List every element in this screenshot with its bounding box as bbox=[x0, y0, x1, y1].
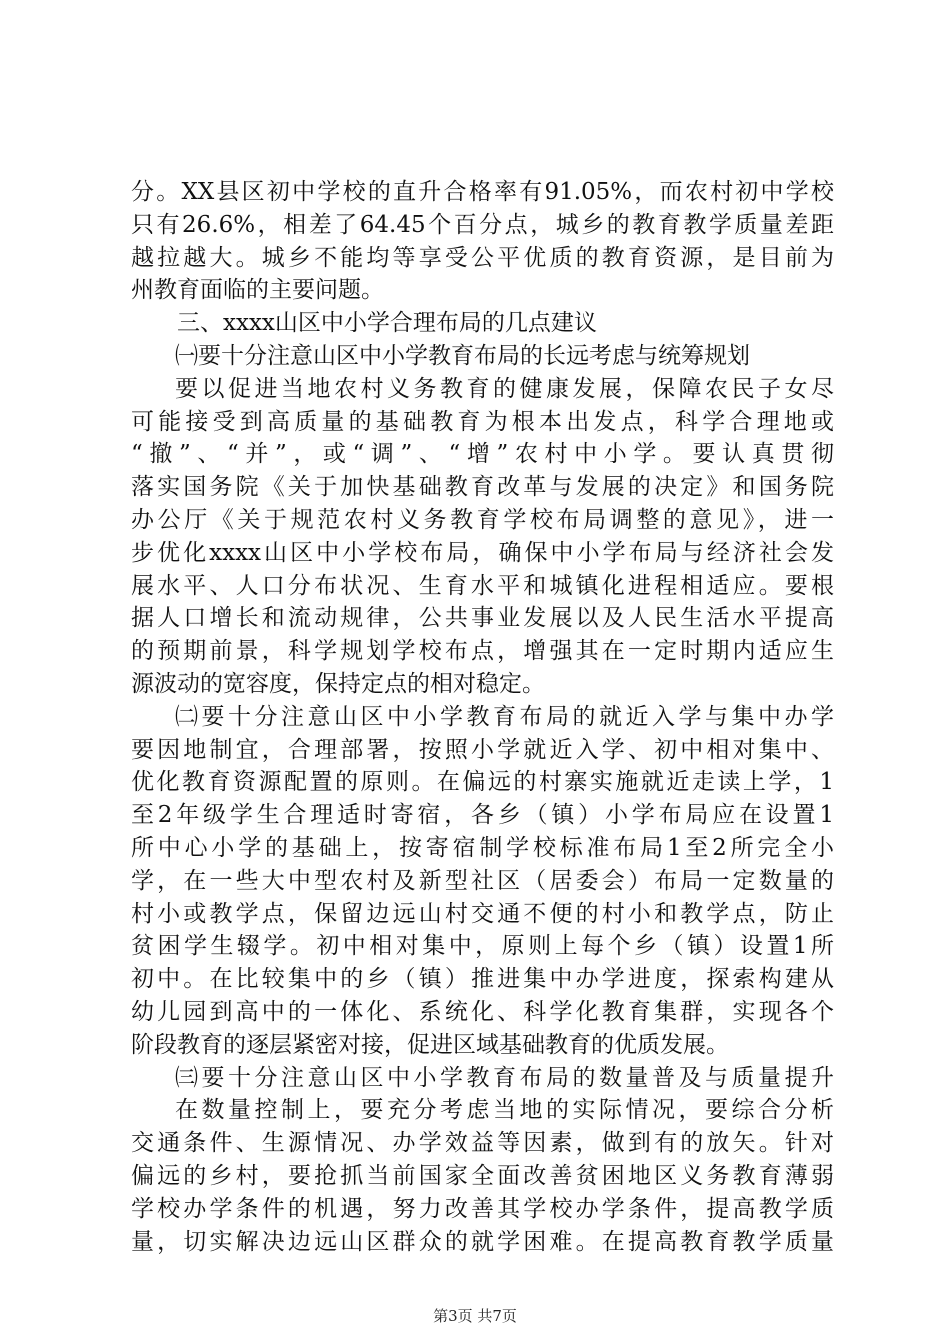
subsection-heading: ㈢要十分注意山区中小学教育布局的数量普及与质量提升 bbox=[175, 1064, 834, 1091]
text-line: 村小或教学点，保留边远山村交通不便的村小和教学点，防止 bbox=[131, 900, 834, 927]
text-line: 展水平、人口分布状况、生育水平和城镇化进程相适应。要根 bbox=[131, 572, 834, 599]
text-line: 偏远的乡村，要抢抓当前国家全面改善贫困地区义务教育薄弱 bbox=[131, 1162, 834, 1189]
text-line: 量，切实解决边远山区群众的就学困难。在提高教育教学质量 bbox=[131, 1228, 834, 1255]
text-line: 交通条件、生源情况、办学效益等因素，做到有的放矢。针对 bbox=[131, 1130, 834, 1157]
text-line: 阶段教育的逐层紧密对接，促进区域基础教育的优质发展。 bbox=[131, 1031, 729, 1058]
text-line: 所中心小学的基础上，按寄宿制学校标准布局1至2所完全小 bbox=[131, 834, 834, 861]
subsection-heading: ㈠要十分注意山区中小学教育布局的长远考虑与统筹规划 bbox=[175, 342, 750, 369]
text-line: 步优化xxxx山区中小学校布局，确保中小学布局与经济社会发 bbox=[131, 539, 834, 566]
text-line: 办公厅《关于规范农村义务教育学校布局调整的意见》，进一 bbox=[131, 506, 834, 533]
text-line: 在数量控制上，要充分考虑当地的实际情况，要综合分析 bbox=[175, 1097, 834, 1124]
text-line: 的预期前景，科学规划学校布点，增强其在一定时期内适应生 bbox=[131, 638, 834, 665]
text-line: 学，在一些大中型农村及新型社区（居委会）布局一定数量的 bbox=[131, 867, 834, 894]
page-footer bbox=[0, 1306, 950, 1326]
text-line: 越拉越大。城乡不能均等享受公平优质的教育资源，是目前为 bbox=[131, 244, 834, 271]
text-line: 优化教育资源配置的原则。在偏远的村寨实施就近走读上学，1 bbox=[131, 769, 834, 796]
text-line: 要以促进当地农村义务教育的健康发展，保障农民子女尽 bbox=[175, 375, 834, 402]
text-line: “撤”、“并”，或“调”、“增”农村中小学。要认真贯彻 bbox=[131, 441, 834, 468]
text-line: 分。XX县区初中学校的直升合格率有91.05%，而农村初中学校 bbox=[131, 179, 834, 205]
text-line: 学校办学条件的机遇，努力改善其学校办学条件，提高教学质 bbox=[131, 1195, 834, 1222]
text-line: 初中。在比较集中的乡（镇）推进集中办学进度，探索构建从 bbox=[131, 966, 834, 993]
text-line: 贫困学生辍学。初中相对集中，原则上每个乡（镇）设置1所 bbox=[131, 933, 834, 960]
text-line: 只有26.6%，相差了64.45个百分点，城乡的教育教学质量差距 bbox=[131, 211, 834, 238]
text-line: 落实国务院《关于加快基础教育改革与发展的决定》和国务院 bbox=[131, 474, 834, 501]
page-number: 第3页 共7页 bbox=[433, 1307, 517, 1325]
text-line: 幼儿园到高中的一体化、系统化、科学化教育集群，实现各个 bbox=[131, 998, 834, 1025]
text-line: 要因地制宜，合理部署，按照小学就近入学、初中相对集中、 bbox=[131, 736, 834, 763]
subsection-heading: ㈡要十分注意山区中小学教育布局的就近入学与集中办学 bbox=[175, 703, 834, 730]
section-heading: 三、xxxx山区中小学合理布局的几点建议 bbox=[177, 310, 597, 337]
text-line: 州教育面临的主要问题。 bbox=[131, 277, 384, 304]
text-line: 源波动的宽容度，保持定点的相对稳定。 bbox=[131, 670, 545, 697]
text-line: 至2年级学生合理适时寄宿，各乡（镇）小学布局应在设置1 bbox=[131, 802, 834, 829]
text-line: 可能接受到高质量的基础教育为根本出发点，科学合理地或 bbox=[131, 408, 834, 435]
text-line: 据人口增长和流动规律，公共事业发展以及人民生活水平提高 bbox=[131, 605, 834, 632]
document-body bbox=[131, 176, 834, 1258]
